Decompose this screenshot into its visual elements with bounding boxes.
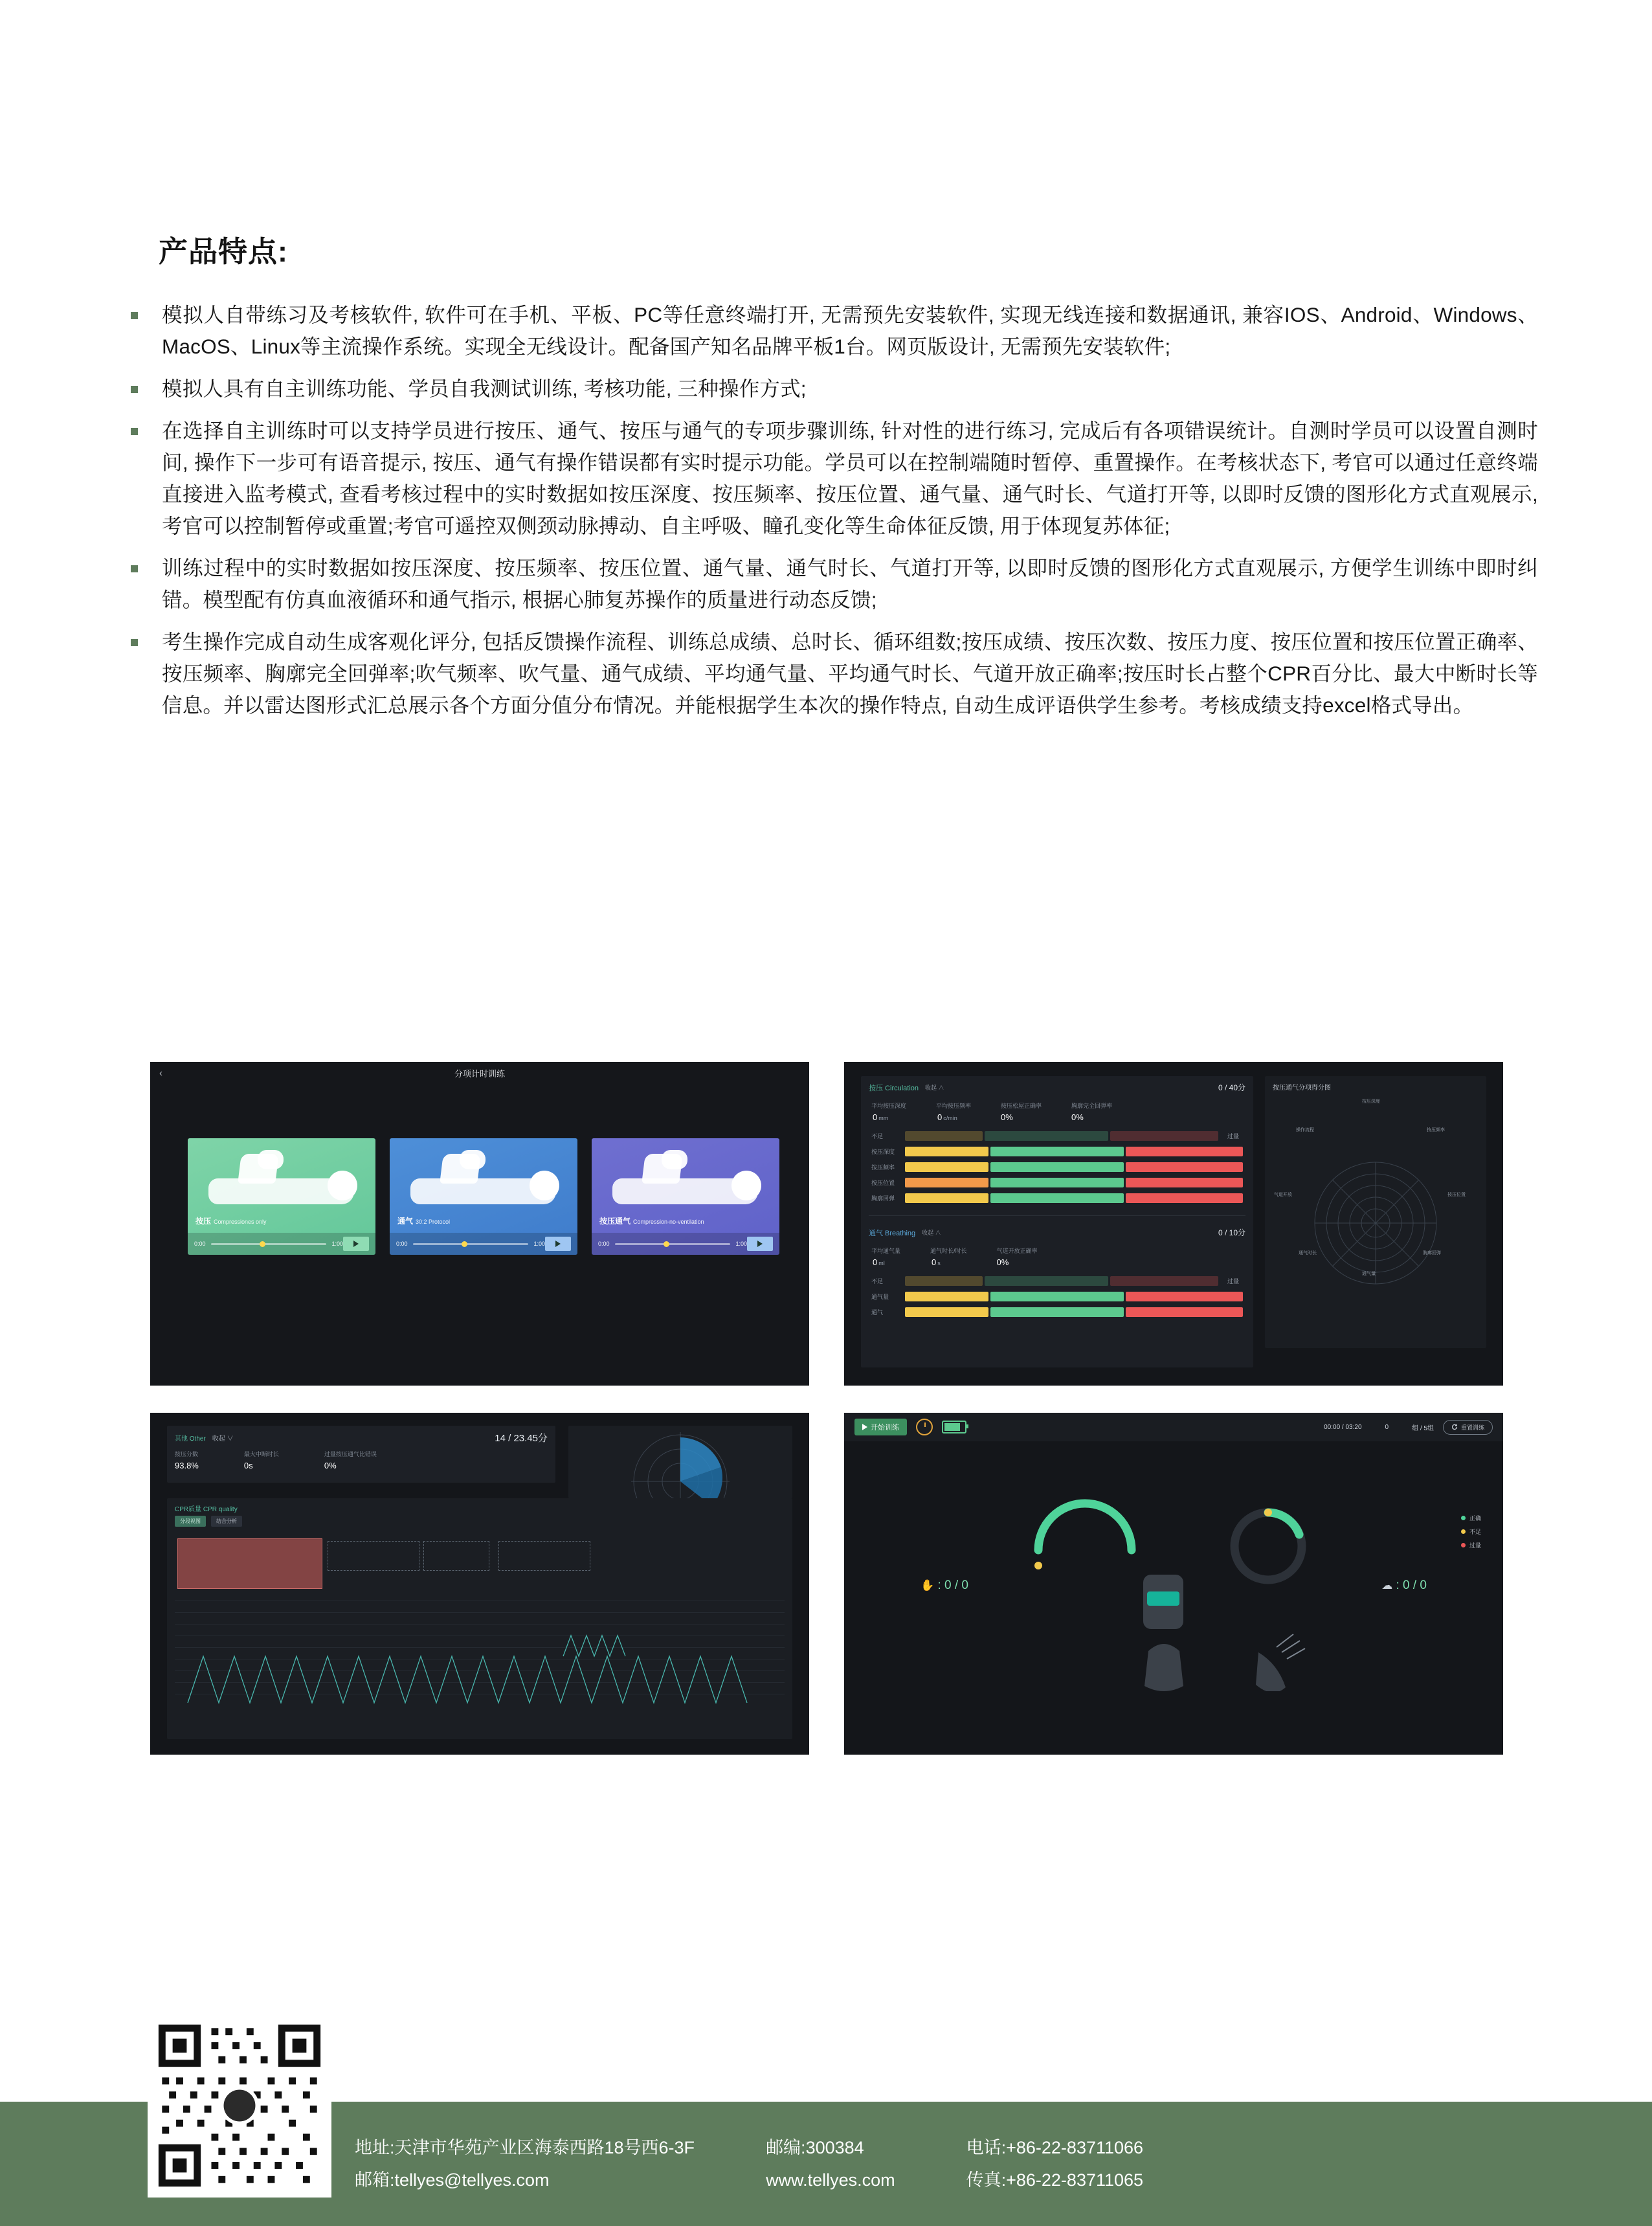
kpi [871,1101,906,1122]
section-tag: 其他 Other [175,1435,206,1443]
time-end: 1:00 [533,1241,545,1247]
radar-chart-small [568,1426,792,1498]
kpi-label: 气道开放正确率 [996,1248,1038,1254]
screenshot-gallery [150,1062,1503,1755]
back-icon[interactable]: ‹ [159,1068,162,1079]
card-controls[interactable] [592,1233,779,1255]
screen-title: 分项计时训练 [454,1068,505,1079]
time-start: 0:00 [598,1241,610,1247]
time-end: 1:00 [331,1241,343,1247]
cycle-total: 组 / 5组 [1412,1424,1434,1432]
circulation-score: 0 / 40分 [1218,1083,1245,1092]
bar-group [905,1147,1243,1156]
kpi-value: 93.8% [175,1461,199,1470]
status-readouts [1324,1422,1434,1432]
bar-legend-row [871,1276,1243,1286]
kpi-label: 通气时长/时长 [930,1248,967,1254]
time-end: 1:00 [735,1241,747,1247]
slider-knob[interactable] [462,1241,467,1247]
view-tabs [167,1516,792,1531]
radar-axis-label: 气道开放 [1274,1193,1292,1197]
table-row [871,1147,1243,1156]
radar-chart [1295,1142,1457,1304]
tab-combined-view[interactable]: 结合分析 [211,1516,242,1527]
breathing-score: 0 / 10分 [1218,1228,1245,1237]
feature-list [127,299,1538,732]
list-item-text: 模拟人自带练习及考核软件, 软件可在手机、平板、PC等任意终端打开, 无需预先安装软件, 实现无线连接和数据通讯, 兼容IOS、Android、Windows、MacOS、Linux等主流操作系统。实现全无线设计。配备国产知名品牌平板1台。网页版设计, 无需预先安装软件; [162,303,1538,358]
qr-code-icon [151,2018,328,2194]
address-text: 地址:天津市华苑产业区海泰西路18号西6-3F [355,2138,695,2157]
training-card[interactable] [390,1138,577,1255]
page-title: 产品特点: [159,235,288,268]
screenshot-timed-training [150,1062,809,1386]
kpi-value: 0% [996,1257,1009,1267]
kpi-value: 0% [1001,1112,1013,1122]
radar-axis-label: 按压频率 [1427,1128,1445,1132]
elapsed-time: 00:00 / 03:20 [1324,1423,1362,1431]
collapse-toggle[interactable]: 收起 ∧ [922,1230,941,1236]
play-button[interactable] [747,1237,773,1251]
breathing-header [861,1221,1253,1244]
footer-col-web [766,2131,895,2196]
kpi [1071,1101,1112,1122]
kpi-label: 平均按压频率 [936,1103,972,1109]
section-tag: 通气 Breathing [869,1229,916,1237]
radar-axis-label: 按压位置 [1447,1193,1466,1197]
legend-item: 不足 [1461,1527,1481,1536]
other-score: 14 / 23.45分 [495,1433,548,1444]
bullet-marker-icon [131,428,138,435]
table-row [871,1162,1243,1172]
collapse-toggle[interactable]: 收起 ∨ [212,1435,234,1443]
section-tag: 按压 Circulation [869,1084,919,1092]
bullet-marker-icon [131,565,138,572]
screenshot-live-training [844,1413,1503,1755]
list-item [127,299,1538,363]
radar-thumbnail [568,1426,792,1498]
kpi [324,1450,377,1470]
gauge-area [844,1452,1503,1646]
kpi-label: 过量按压通气比错误 [324,1451,377,1457]
kpi-label: 按压分数 [175,1451,199,1457]
fax-text: 传真:+86-22-83711065 [966,2170,1144,2190]
metrics-panel [861,1076,1253,1367]
cpr-compression-illustration [202,1156,361,1212]
kpi-label: 胸廓完全回弹率 [1071,1103,1113,1109]
kpi-value: 0 s [932,1257,941,1267]
qr-code [148,2014,331,2198]
bullet-marker-icon [131,312,138,319]
cpr-combined-illustration [606,1156,765,1212]
list-item [127,626,1538,721]
time-start: 0:00 [396,1241,408,1247]
training-card[interactable] [188,1138,375,1255]
list-item [127,552,1538,616]
breathing-bars [861,1274,1253,1328]
list-item [127,415,1538,542]
screenshot-metrics [844,1062,1503,1386]
reset-training-button[interactable]: 重置训练 [1443,1420,1493,1435]
list-item-text: 考生操作完成自动生成客观化评分, 包括反馈操作流程、训练总成绩、总时长、循环组数;按压成绩、按压次数、按压力度、按压位置和按压位置正确率、按压频率、胸廓完全回弹率;吹气频率、吹气量、通气成绩、平均通气量、平均通气时长、气道开放正确率;按压时长占整个CPR百分比、最大中断时长等信息。并以雷达图形式汇总展示各个方面分值分布情况。并能根据学生本次的操作特点, 自动生成评语供学生参考。考核成绩支持excel格式导出。 [162,630,1538,717]
radar-axis-label: 胸廓回弹 [1423,1251,1441,1255]
kpi [175,1450,199,1470]
card-label: 按压 Compressiones only [195,1217,267,1226]
footer [0,2102,1652,2226]
footer-col-phone [966,2131,1143,2196]
card-controls[interactable] [188,1233,375,1255]
cpr-quality-graph [175,1529,785,1731]
row-label: 通气量 [871,1294,889,1300]
screenshot-cpr-quality [150,1413,809,1755]
kpi-label: 按压松屋正确率 [1001,1103,1042,1109]
kpi [871,1246,900,1267]
time-start: 0:00 [194,1241,206,1247]
legend-high: 过量 [1227,1278,1239,1285]
kpi-label: 平均通气量 [871,1248,901,1254]
card-controls[interactable] [390,1233,577,1255]
list-item [127,373,1538,405]
legend-low: 不足 [871,1278,884,1285]
circulation-header [861,1076,1253,1099]
radar-axis-label: 操作流程 [1296,1128,1314,1132]
anatomy-icons [844,1549,1503,1691]
footer-col-address [355,2131,695,2196]
slider-knob[interactable] [260,1241,265,1247]
timer-icon[interactable] [916,1419,933,1435]
cpr-ventilation-illustration [404,1156,563,1212]
table-row [871,1292,1243,1301]
kpi-label: 最大中断时长 [243,1451,279,1457]
compression-counter: ✋ : 0 / 0 [921,1579,968,1592]
bar-group [905,1162,1243,1172]
table-row [871,1178,1243,1187]
kpi-label: 平均按压深度 [871,1103,907,1109]
kpi-value: 0% [1071,1112,1084,1122]
kpi-value: 0% [324,1461,337,1470]
circulation-bars [861,1129,1253,1214]
divider [869,1215,1245,1216]
start-training-button[interactable]: 开始训练 [854,1419,907,1435]
bar-group [905,1307,1243,1317]
list-item-text: 在选择自主训练时可以支持学员进行按压、通气、按压与通气的专项步骤训练, 针对性的进行练习, 完成后有各项错误统计。自测时学员可以设置自测时间, 操作下一步可有语音提示, 按压、通气有操作错误都有实时提示功能。学员可以在控制端随时暂停、重置操作。在考核状态下, 考官可以通过任意终端直接进入监考模式, 查看考核过程中的实时数据如按压深度、按压频率、按压位置、通气量、通气时长、气道打开等, 以即时反馈的图形化方式直观展示, 考官可以控制暂停或重置;考官可遥控双侧颈动脉搏动、自主呼吸、瞳孔变化等生命体征反馈, 用于体现复苏体征; [162,419,1538,537]
kpi-value: 0 ml [873,1257,885,1267]
radar-axis-label: 按压深度 [1362,1099,1380,1104]
breathing-kpis [861,1244,1253,1274]
email-text: 邮箱:tellyes@tellyes.com [355,2170,550,2190]
cycle-count: 0 [1385,1423,1389,1431]
card-label: 通气 30:2 Protocol [397,1217,451,1226]
battery-icon [942,1421,966,1433]
row-label: 按压频率 [871,1164,895,1171]
refresh-icon [1451,1424,1458,1430]
kpi-value: 0 mm [873,1112,889,1122]
legend-high: 过量 [1227,1133,1239,1140]
row-label: 按压位置 [871,1180,895,1186]
bar-group [905,1178,1243,1187]
table-row [871,1307,1243,1317]
bar-group [905,1193,1243,1203]
legend-low: 不足 [871,1133,884,1140]
waveform [175,1529,783,1724]
cpr-quality-panel [167,1498,792,1739]
website-text[interactable]: www.tellyes.com [766,2170,895,2190]
radar-title: 按压通气分项得分图 [1273,1085,1331,1092]
cpr-quality-title: CPR质量 CPR quality [175,1506,238,1513]
kpi [244,1450,279,1470]
row-label: 胸廓回弹 [871,1195,895,1202]
bullet-marker-icon [131,639,138,646]
progress-slider[interactable] [413,1243,529,1245]
other-kpis [167,1450,555,1470]
other-summary-panel [167,1426,555,1483]
circulation-kpis [861,1099,1253,1129]
list-item-text: 模拟人具有自主训练功能、学员自我测试训练, 考核功能, 三种操作方式; [162,377,807,400]
radar-panel [1265,1076,1486,1348]
kpi [936,1101,971,1122]
progress-slider[interactable] [615,1243,731,1245]
lung-icon: ☁ [1381,1579,1393,1591]
card-label: 按压通气 Compression-no-ventilation [599,1217,704,1226]
table-row [871,1193,1243,1203]
footer-contact [355,2131,1143,2196]
ventilation-counter: ☁ : 0 / 0 [1381,1579,1427,1592]
play-button[interactable] [545,1237,571,1251]
bar-group [905,1292,1243,1301]
bullet-marker-icon [131,386,138,393]
row-label: 按压深度 [871,1149,895,1155]
slider-knob[interactable] [664,1241,669,1247]
kpi [930,1246,967,1267]
kpi [997,1246,1038,1267]
collapse-toggle[interactable]: 收起 ∧ [925,1085,944,1091]
list-item-text: 训练过程中的实时数据如按压深度、按压频率、按压位置、通气量、通气时长、气道打开等, 以即时反馈的图形化方式直观展示, 方便学生训练中即时纠错。模型配有仿真血液循环和通气指示, 根据心肺复苏操作的质量进行动态反馈; [162,556,1538,611]
radar-axis-label: 通气时长 [1299,1251,1317,1255]
play-button[interactable] [343,1237,369,1251]
phone-text: 电话:+86-22-83711066 [966,2138,1144,2157]
hand-icon: ✋ [921,1579,935,1591]
kpi-value: 0s [243,1461,253,1470]
training-card[interactable] [592,1138,779,1255]
progress-slider[interactable] [211,1243,327,1245]
tab-segment-view[interactable]: 分段视图 [175,1516,206,1527]
bar-legend-row [871,1131,1243,1141]
row-label: 通气 [871,1309,884,1316]
postcode-text: 邮编:300384 [766,2138,864,2157]
toolbar [844,1413,1503,1441]
training-card-list [188,1138,779,1255]
radar-axis-label: 通气量 [1362,1272,1376,1276]
kpi-value: 0 c/min [937,1112,957,1122]
other-header [167,1426,555,1450]
legend-item: 正确 [1461,1514,1481,1522]
legend-item: 过量 [1461,1541,1481,1549]
kpi [1001,1101,1042,1122]
